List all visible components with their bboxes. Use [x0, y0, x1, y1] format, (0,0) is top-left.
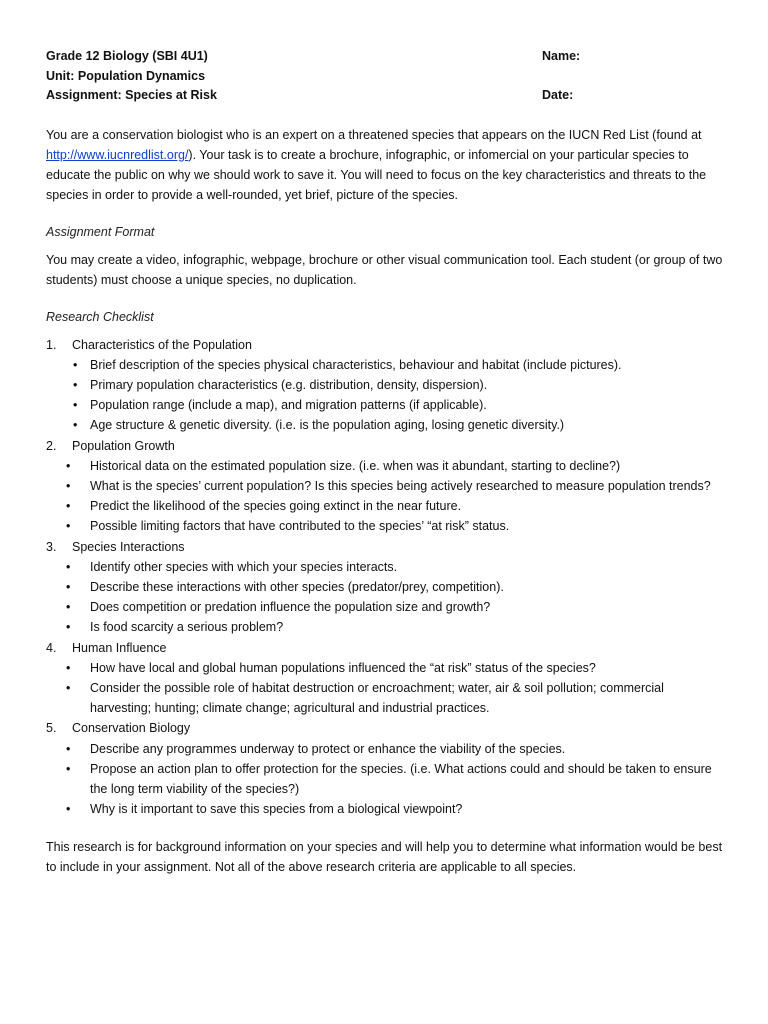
- checklist-section-2: [46, 436, 728, 456]
- section-number: 1.: [46, 337, 57, 352]
- document-header: [46, 47, 728, 106]
- section-3-bullets: [46, 557, 728, 638]
- assignment-title: Assignment: Species at Risk: [46, 88, 217, 102]
- list-item: • Why is it important to save this species from a biological viewpoint?: [46, 799, 728, 819]
- section-number: 3.: [46, 539, 57, 554]
- closing-paragraph: This research is for background information on your species and will help you to determine what information would be best to include in your assignment. Not all of the above research criteria are applicable to all species.: [46, 840, 723, 875]
- section-title: Population Growth: [72, 438, 175, 453]
- list-item: • Possible limiting factors that have contributed to the species’ “at risk” status.: [46, 516, 728, 536]
- list-item: • Describe any programmes underway to protect or enhance the viability of the species.: [46, 739, 728, 759]
- iucn-red-list-link[interactable]: http://www.iucnredlist.org/: [46, 147, 189, 162]
- list-item: • Brief description of the species physical characteristics, behaviour and habitat (include pictures).: [46, 355, 728, 375]
- list-item: • Age structure & genetic diversity. (i.e. is the population aging, losing genetic diversity.): [46, 415, 728, 435]
- section-title: Conservation Biology: [72, 721, 191, 736]
- course-title: Grade 12 Biology (SBI 4U1): [46, 49, 208, 63]
- section-number: 4.: [46, 640, 57, 655]
- checklist-section-5: [46, 718, 728, 738]
- section-1-bullets: [46, 355, 728, 436]
- name-label: Name:: [542, 49, 581, 63]
- section-title: Species Interactions: [72, 539, 185, 554]
- list-item: • Predict the likelihood of the species going extinct in the near future.: [46, 496, 728, 516]
- header-row-2: [46, 67, 728, 87]
- checklist-section-4: [46, 638, 728, 658]
- list-item: • Describe these interactions with other species (predator/prey, competition).: [46, 577, 728, 597]
- list-item: • Primary population characteristics (e.g. distribution, density, dispersion).: [46, 375, 728, 395]
- research-checklist: [46, 335, 728, 820]
- section-title: Characteristics of the Population: [72, 337, 252, 352]
- list-item: • Identify other species with which your species interacts.: [46, 557, 728, 577]
- list-item: • Historical data on the estimated population size. (i.e. when was it abundant, starting to decline?): [46, 456, 728, 476]
- list-item: • Population range (include a map), and migration patterns (if applicable).: [46, 395, 728, 415]
- header-row-3: [46, 86, 728, 106]
- header-row-1: [46, 47, 728, 67]
- section-5-bullets: [46, 739, 728, 820]
- checklist-section-1: [46, 335, 728, 355]
- date-label: Date:: [542, 88, 574, 102]
- section-4-bullets: [46, 658, 728, 719]
- list-item: • How have local and global human populations influenced the “at risk” status of the species?: [46, 658, 728, 678]
- list-item: • Does competition or predation influence the population size and growth?: [46, 597, 728, 617]
- list-item: • Consider the possible role of habitat destruction or encroachment; water, air & soil pollution; commercial harvesting; hunting; climate change; agricultural and industrial practices.: [46, 678, 728, 718]
- intro-paragraph: [46, 125, 728, 205]
- unit-title: Unit: Population Dynamics: [46, 68, 206, 83]
- section-title: Human Influence: [72, 640, 167, 655]
- section-number: 5.: [46, 721, 57, 736]
- intro-text-part1: You are a conservation biologist who is an expert on a threatened species that appears on the IUCN Red List (found at: [46, 127, 702, 142]
- research-checklist-heading: Research Checklist: [46, 309, 154, 324]
- list-item: • What is the species’ current population? Is this species being actively researched to measure population trends?: [46, 476, 728, 496]
- list-item: • Is food scarcity a serious problem?: [46, 617, 728, 637]
- list-item: • Propose an action plan to offer protection for the species. (i.e. What actions could and should be taken to ensure the long term viability of the species?): [46, 759, 728, 799]
- checklist-section-3: [46, 537, 728, 557]
- assignment-format-heading: Assignment Format: [46, 224, 155, 239]
- section-2-bullets: [46, 456, 728, 537]
- assignment-format-text: You may create a video, infographic, webpage, brochure or other visual communication tool. Each student (or group of two students) must choose a unique species, no duplication.: [46, 252, 723, 287]
- intro-text-part2: ). Your task is to create a brochure, infographic, or infomercial on your particular species to educate the public on why we should work to save it. You will need to focus on the key characteristics and threats to the species in order to provide a well-rounded, yet brief, picture of the species.: [46, 147, 707, 202]
- section-number: 2.: [46, 438, 57, 453]
